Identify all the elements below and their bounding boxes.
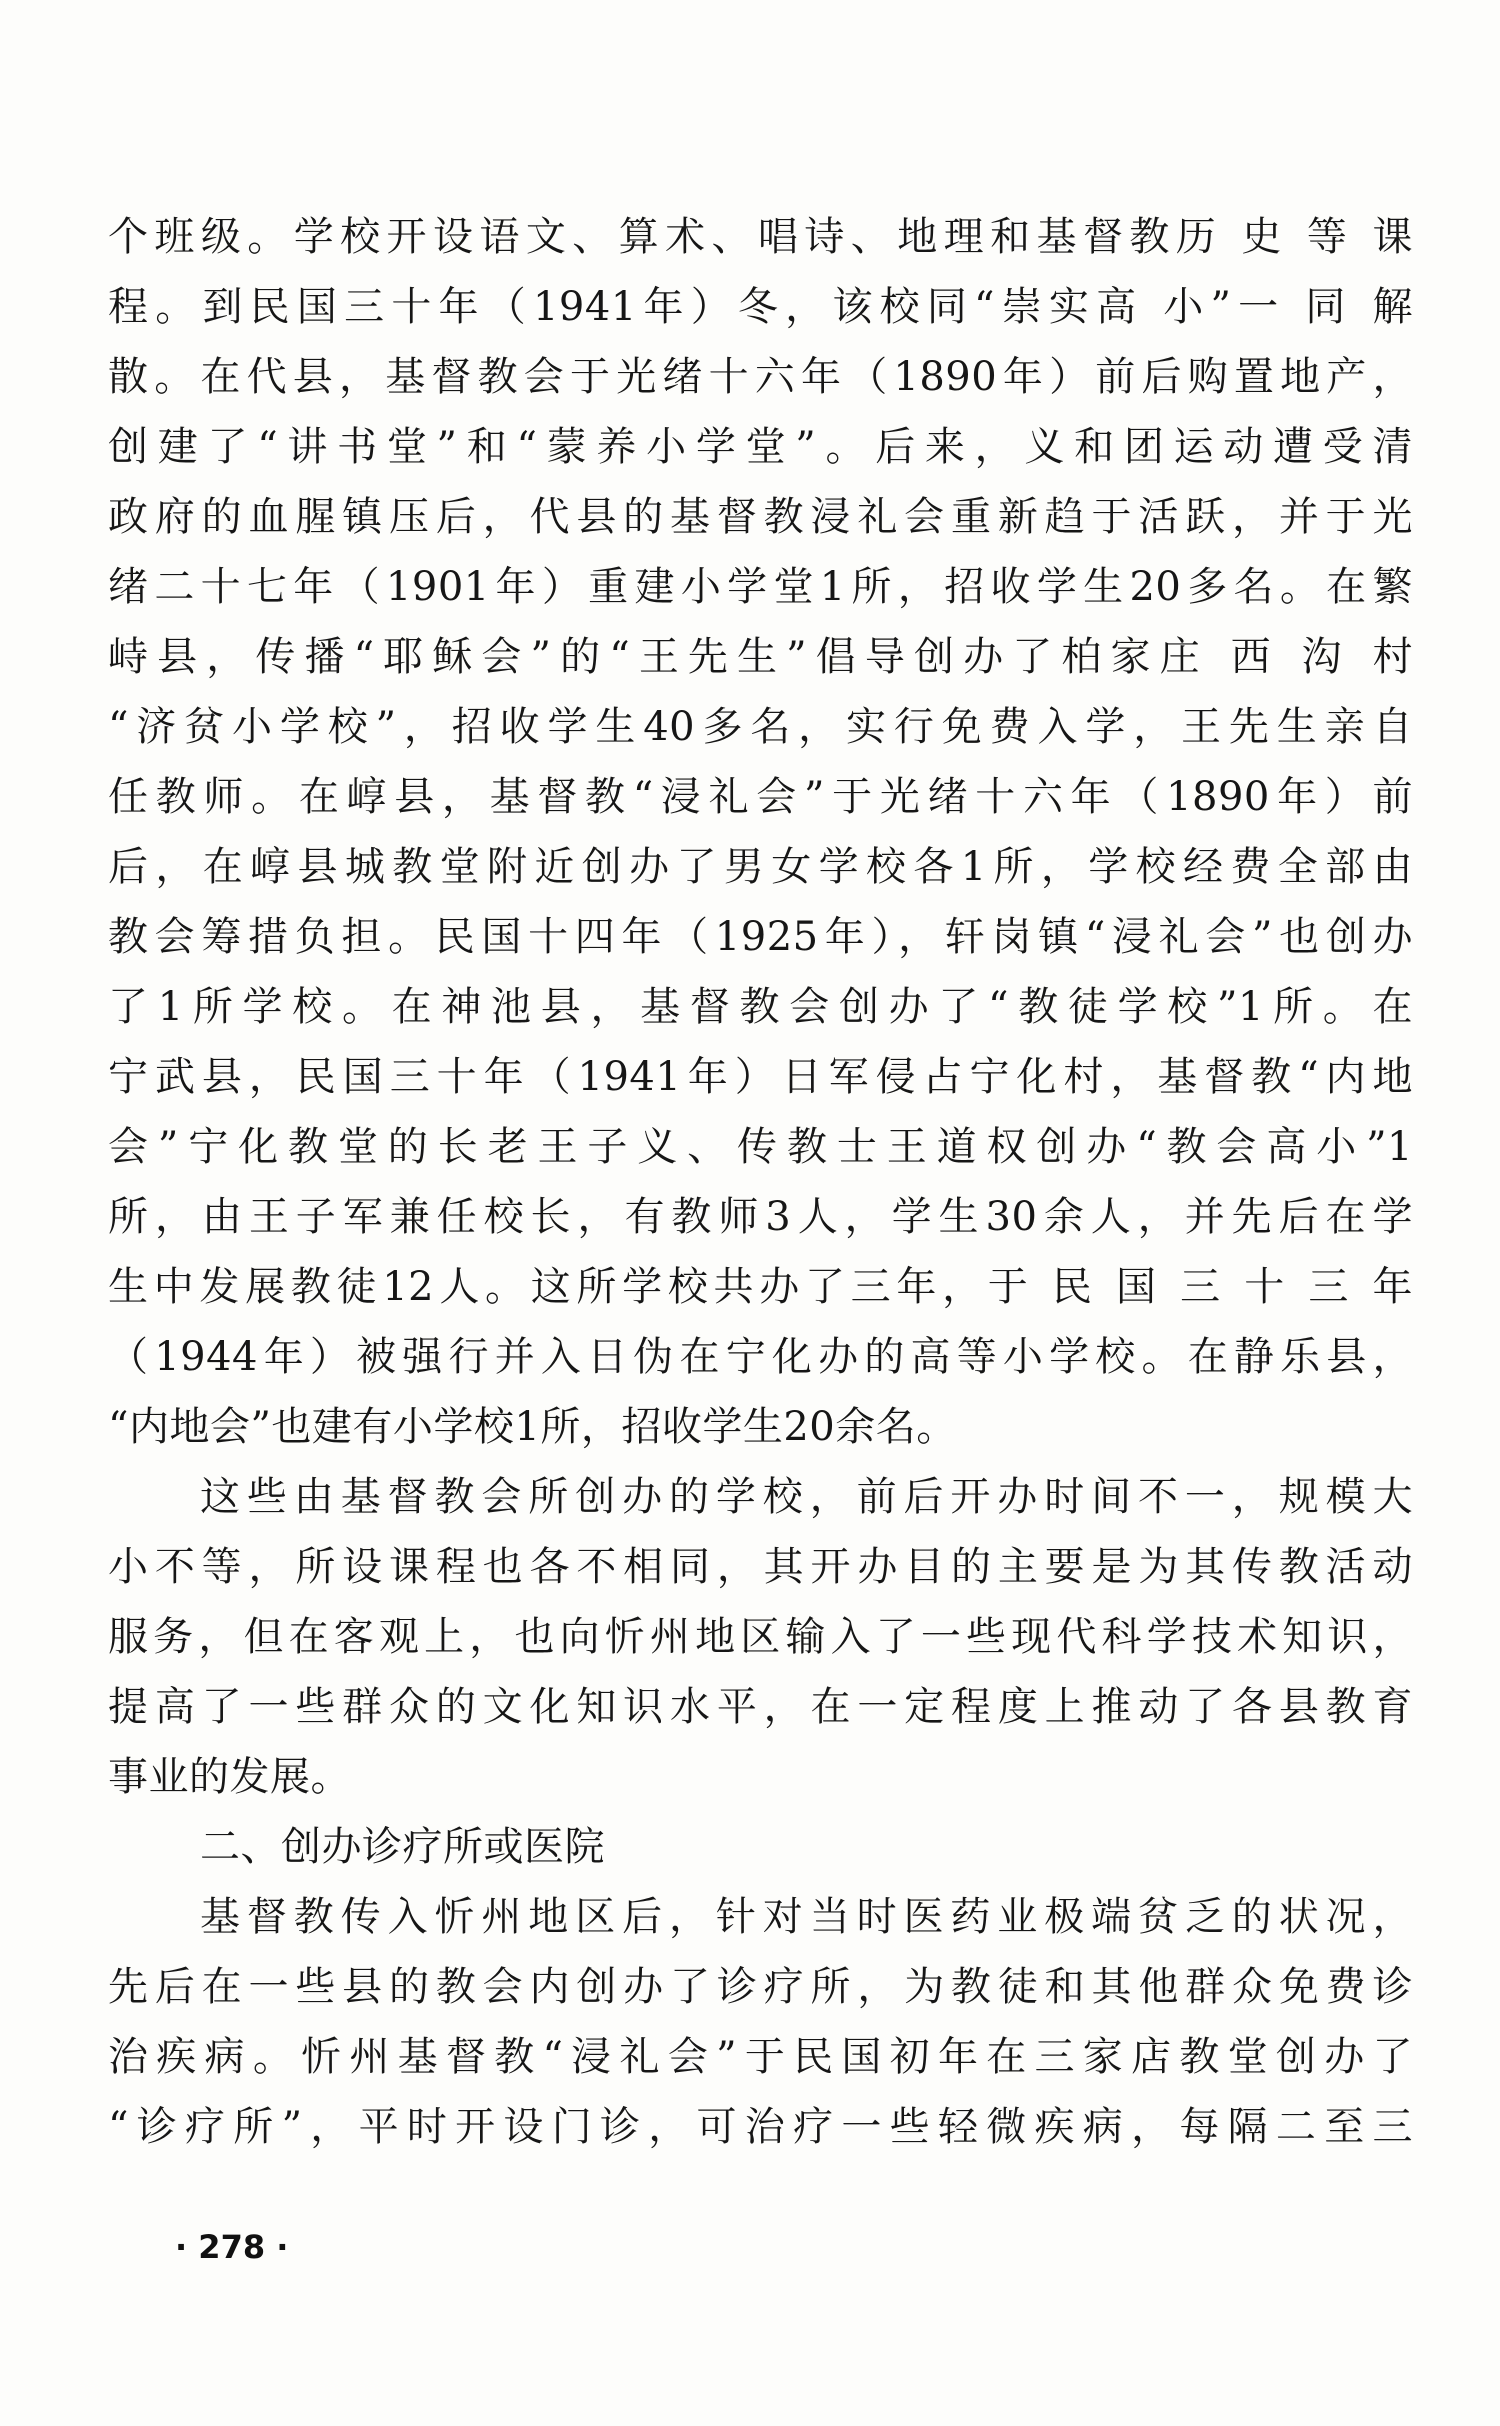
paragraph-first-line: 这些由基督教会所创办的学校，前后开办时间不一，规模大 (200, 1474, 1413, 1520)
text-line: 绪二十七年（1901年）重建小学堂1所，招收学生20多名。在繁 (108, 564, 1413, 610)
text-line: 程。到民国三十年（1941年）冬，该校同“崇实高 小”一 同 解 (108, 284, 1413, 330)
text-line: 会”宁化教堂的长老王子义、传教士王道权创办“教会高小”1 (108, 1124, 1413, 1170)
text-line: 后，在崞县城教堂附近创办了男女学校各1所，学校经费全部由 (108, 844, 1413, 890)
text-line: 任教师。在崞县，基督教“浸礼会”于光绪十六年（1890年）前 (108, 774, 1413, 820)
text-line: 所，由王子军兼任校长，有教师3人，学生30余人，并先后在学 (108, 1194, 1413, 1240)
text-line: 了1所学校。在神池县，基督教会创办了“教徒学校”1所。在 (108, 984, 1413, 1030)
text-line: 服务，但在客观上，也向忻州地区输入了一些现代科学技术知识， (108, 1614, 1413, 1660)
text-line: 提高了一些群众的文化知识水平，在一定程度上推动了各县教育 (108, 1684, 1413, 1730)
text-line: 事业的发展。 (108, 1754, 351, 1800)
text-line: 个班级。学校开设语文、算术、唱诗、地理和基督教历 史 等 课 (108, 214, 1413, 260)
text-line: 先后在一些县的教会内创办了诊疗所，为教徒和其他群众免费诊 (108, 1964, 1413, 2010)
text-line: 教会筹措负担。民国十四年（1925年），轩岗镇“浸礼会”也创办 (108, 914, 1413, 960)
section-heading: 二、创办诊疗所或医院 (200, 1824, 605, 1870)
text-line: 小不等，所设课程也各不相同，其开办目的主要是为其传教活动 (108, 1544, 1413, 1590)
text-line: 政府的血腥镇压后，代县的基督教浸礼会重新趋于活跃，并于光 (108, 494, 1413, 540)
text-line: 创建了“讲书堂”和“蒙养小学堂”。后来，义和团运动遭受清 (108, 424, 1413, 470)
text-line: 治疾病。忻州基督教“浸礼会”于民国初年在三家店教堂创办了 (108, 2034, 1413, 2080)
text-line: “诊疗所”，平时开设门诊，可治疗一些轻微疾病，每隔二至三 (108, 2104, 1413, 2150)
text-line: “济贫小学校”，招收学生40多名，实行免费入学，王先生亲自 (108, 704, 1413, 750)
text-line: “内地会”也建有小学校1所，招收学生20余名。 (108, 1404, 957, 1450)
text-line: （1944年）被强行并入日伪在宁化办的高等小学校。在静乐县， (108, 1334, 1413, 1380)
text-line: 峙县，传播“耶稣会”的“王先生”倡导创办了柏家庄 西 沟 村 (108, 634, 1413, 680)
text-line: 散。在代县，基督教会于光绪十六年（1890年）前后购置地产， (108, 354, 1413, 400)
page-number: · 278 · (175, 2228, 289, 2266)
text-line: 生中发展教徒12人。这所学校共办了三年，于 民 国 三 十 三 年 (108, 1264, 1413, 1310)
paragraph-first-line: 基督教传入忻州地区后，针对当时医药业极端贫乏的状况， (200, 1894, 1413, 1940)
text-line: 宁武县，民国三十年（1941年）日军侵占宁化村，基督教“内地 (108, 1054, 1413, 1100)
